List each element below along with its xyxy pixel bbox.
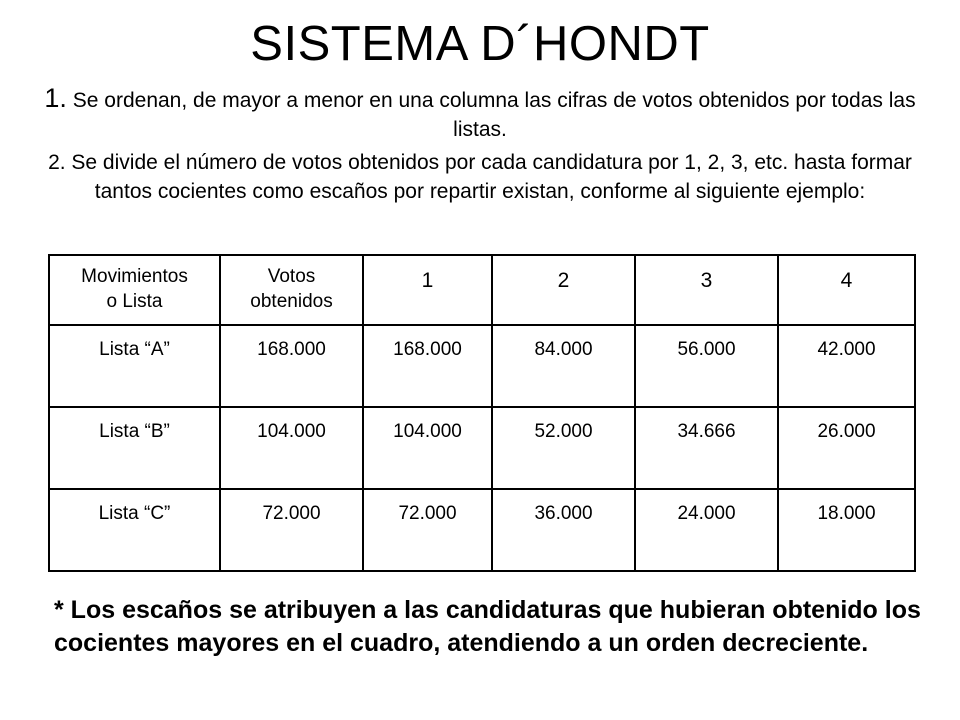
header-divisor-3: 3 (635, 255, 778, 325)
row-quotient-3: 56.000 (635, 325, 778, 407)
row-quotient-2: 36.000 (492, 489, 635, 571)
table-header-row (49, 255, 915, 325)
row-votes: 168.000 (220, 325, 363, 407)
header-divisor-2: 2 (492, 255, 635, 325)
row-quotient-1: 72.000 (363, 489, 492, 571)
step-2-paragraph: 2. Se divide el número de votos obtenidos por cada candidatura por 1, 2, 3, etc. hasta formar tantos cocientes como escaños por repartir existan, conforme al siguiente ejemplo: (48, 151, 912, 203)
step-1-paragraph (40, 84, 920, 144)
row-quotient-2: 84.000 (492, 325, 635, 407)
row-quotient-4: 26.000 (778, 407, 915, 489)
row-quotient-3: 24.000 (635, 489, 778, 571)
dhondt-table (48, 254, 916, 572)
header-list-line1: Movimientos (81, 266, 188, 287)
header-list-line2: o Lista (106, 291, 163, 312)
table-row (49, 489, 915, 571)
row-list-name: Lista “B” (49, 407, 220, 489)
table-row (49, 407, 915, 489)
header-divisor-1: 1 (363, 255, 492, 325)
row-quotient-4: 18.000 (778, 489, 915, 571)
row-quotient-1: 104.000 (363, 407, 492, 489)
header-votes-line1: Votos (267, 266, 316, 287)
row-quotient-4: 42.000 (778, 325, 915, 407)
row-quotient-1: 168.000 (363, 325, 492, 407)
step-1-text: Se ordenan, de mayor a menor en una columna las cifras de votos obtenidos por todas las listas. (72, 89, 916, 141)
row-quotient-3: 34.666 (635, 407, 778, 489)
footnote: * Los escaños se atribuyen a las candidaturas que hubieran obtenido los cocientes mayores en el cuadro, atendiendo a un orden decreciente. (54, 596, 921, 657)
page-title: SISTEMA D´HONDT (250, 17, 710, 71)
row-quotient-2: 52.000 (492, 407, 635, 489)
header-list (49, 255, 220, 325)
row-list-name: Lista “C” (49, 489, 220, 571)
header-votes (220, 255, 363, 325)
row-votes: 104.000 (220, 407, 363, 489)
table-row (49, 325, 915, 407)
row-votes: 72.000 (220, 489, 363, 571)
row-list-name: Lista “A” (49, 325, 220, 407)
step-1-number: 1. (44, 83, 67, 113)
header-divisor-4: 4 (778, 255, 915, 325)
header-votes-line2: obtenidos (250, 291, 333, 312)
